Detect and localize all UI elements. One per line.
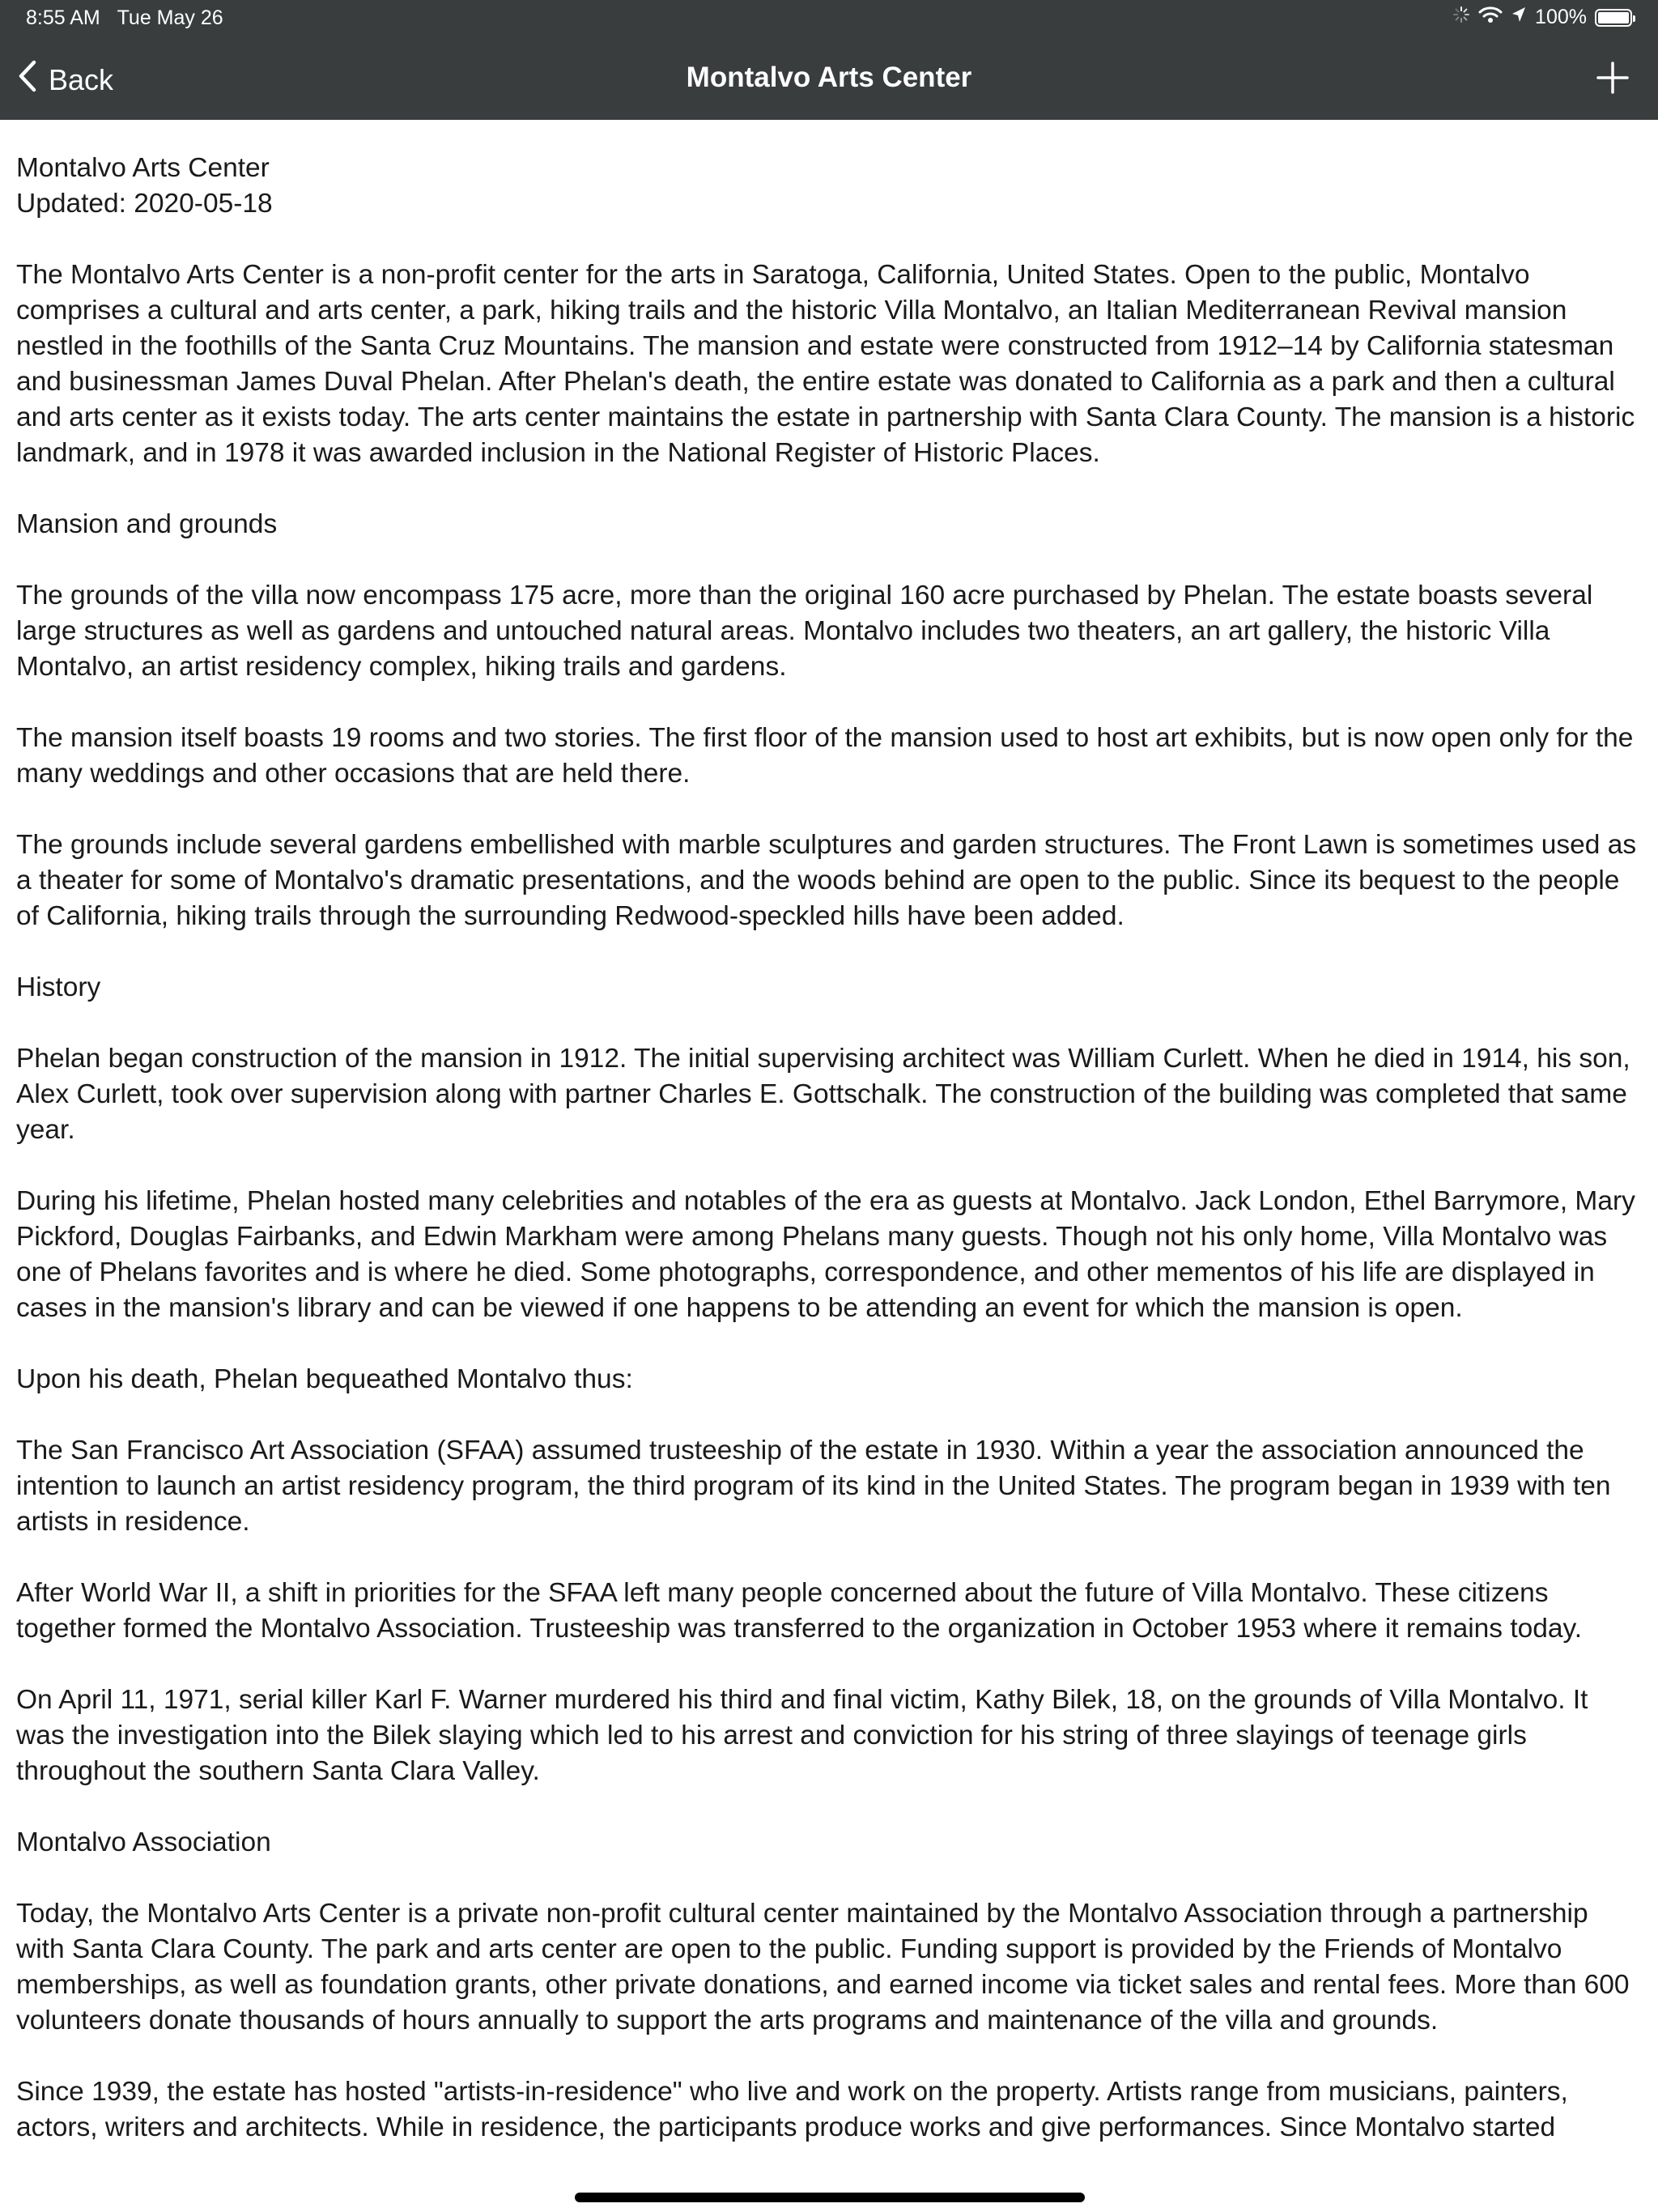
paragraph: The mansion itself boasts 19 rooms and two stories. The first floor of the mansion used to host art exhibits, but is now open only for the many weddings and other occasions that are held there. [16, 723, 1634, 789]
back-label: Back [49, 62, 114, 96]
paragraph: The grounds include several gardens embellished with marble sculptures and garden structures. The Front Lawn is sometimes used as a theater for some of Montalvo's dramatic presentations, and the woods behind are open to the public. Since its bequest to the people of California, hiking trails through the surrounding Redwood-speckled hills have been added. [16, 830, 1637, 931]
navigation-bar [0, 37, 1658, 120]
battery-percent: 100% [1535, 6, 1587, 28]
status-bar [0, 0, 1658, 37]
add-button[interactable] [1596, 62, 1629, 98]
paragraph: Since 1939, the estate has hosted "artists-in-residence" who live and work on the property. Artists range from musicians, painters, actors, writers and architects. While in residence, the participants produce works and give performances. Since Montalvo started [16, 2077, 1568, 2142]
section-heading-history: History [16, 972, 101, 1002]
article-updated: Updated: 2020-05-18 [16, 189, 273, 219]
battery-fill [1598, 12, 1629, 23]
paragraph-intro: The Montalvo Arts Center is a non-profit center for the arts in Saratoga, California, United States. Open to the public, Montalvo comprises a cultural and arts center, a park, hiking trails and the historic Villa Montalvo, an Italian Mediterranean Revival mansion nestled in the foothills of the Santa Cruz Mountains. The mansion and estate were constructed from 1912–14 by California statesman and businessman James Duval Phelan. After Phelan's death, the entire estate was donated to California as a park and then a cultural and arts center as it exists today. The arts center maintains the estate in partnership with Santa Clara County. The mansion is a historic landmark, and in 1978 it was awarded inclusion in the National Register of Historic Places. [16, 260, 1635, 468]
paragraph: Phelan began construction of the mansion in 1912. The initial supervising architect was William Curlett. When he died in 1914, his son, Alex Curlett, took over supervision along with partner Charles E. Gottschalk. The construction of the building was completed that same year. [16, 1044, 1630, 1145]
section-heading-mansion: Mansion and grounds [16, 509, 278, 539]
status-time: 8:55 AM [26, 6, 100, 29]
activity-spinner-icon [1452, 6, 1470, 29]
paragraph: On April 11, 1971, serial killer Karl F. Warner murdered his third and final victim, Kathy Bilek, 18, on the grounds of Villa Montalvo. It was the investigation into the Bilek slaying which led to his arrest and conviction for his string of three slayings of teenage girls throughout the southern Santa Clara Valley. [16, 1685, 1588, 1786]
paragraph: The grounds of the villa now encompass 175 acre, more than the original 160 acre purchased by Phelan. The estate boasts several large structures as well as gardens and untouched natural areas. Montalvo includes two theaters, an art gallery, the historic Villa Montalvo, an artist residency complex, hiking trails and gardens. [16, 581, 1593, 682]
article-title: Montalvo Arts Center [16, 153, 270, 183]
page-title: Montalvo Arts Center [686, 62, 972, 93]
status-date: Tue May 26 [117, 6, 223, 29]
location-arrow-icon [1511, 6, 1527, 29]
wifi-icon [1478, 6, 1503, 29]
plus-icon [1596, 83, 1629, 97]
paragraph: During his lifetime, Phelan hosted many celebrities and notables of the era as guests at Montalvo. Jack London, Ethel Barrymore, Mary Pickford, Douglas Fairbanks, and Edwin Markham were among Phelans many guests. Though not his only home, Villa Montalvo was one of Phelans favorites and is where he died. Some photographs, correspondence, and other mementos of his life are displayed in cases in the mansion's library and can be viewed if one happens to be attending an event for which the mansion is open. [16, 1186, 1635, 1323]
paragraph: Upon his death, Phelan bequeathed Montalvo thus: [16, 1364, 633, 1394]
paragraph: After World War II, a shift in priorities for the SFAA left many people concerned about the future of Villa Montalvo. These citizens together formed the Montalvo Association. Trusteeship was transferred to the organization in October 1953 where it remains today. [16, 1578, 1583, 1644]
home-indicator[interactable] [575, 2193, 1085, 2202]
paragraph: The San Francisco Art Association (SFAA) assumed trusteeship of the estate in 1930. Within a year the association announced the intention to launch an artist residency program, the third program of its kind in the United States. The program began in 1939 with ten artists in residence. [16, 1436, 1611, 1537]
status-indicators [1452, 6, 1632, 29]
article-content [16, 151, 1643, 2181]
status-time-date [26, 6, 223, 30]
paragraph: Today, the Montalvo Arts Center is a private non-profit cultural center maintained by the Montalvo Association through a partnership with Santa Clara County. The park and arts center are open to the public. Funding support is provided by the Friends of Montalvo memberships, as well as foundation grants, other private donations, and earned income via ticket sales and rental fees. More than 600 volunteers donate thousands of hours annually to support the arts programs and maintenance of the villa and grounds. [16, 1899, 1630, 2035]
battery-icon [1595, 9, 1632, 27]
section-heading-association: Montalvo Association [16, 1827, 271, 1857]
article-header [16, 151, 1643, 222]
